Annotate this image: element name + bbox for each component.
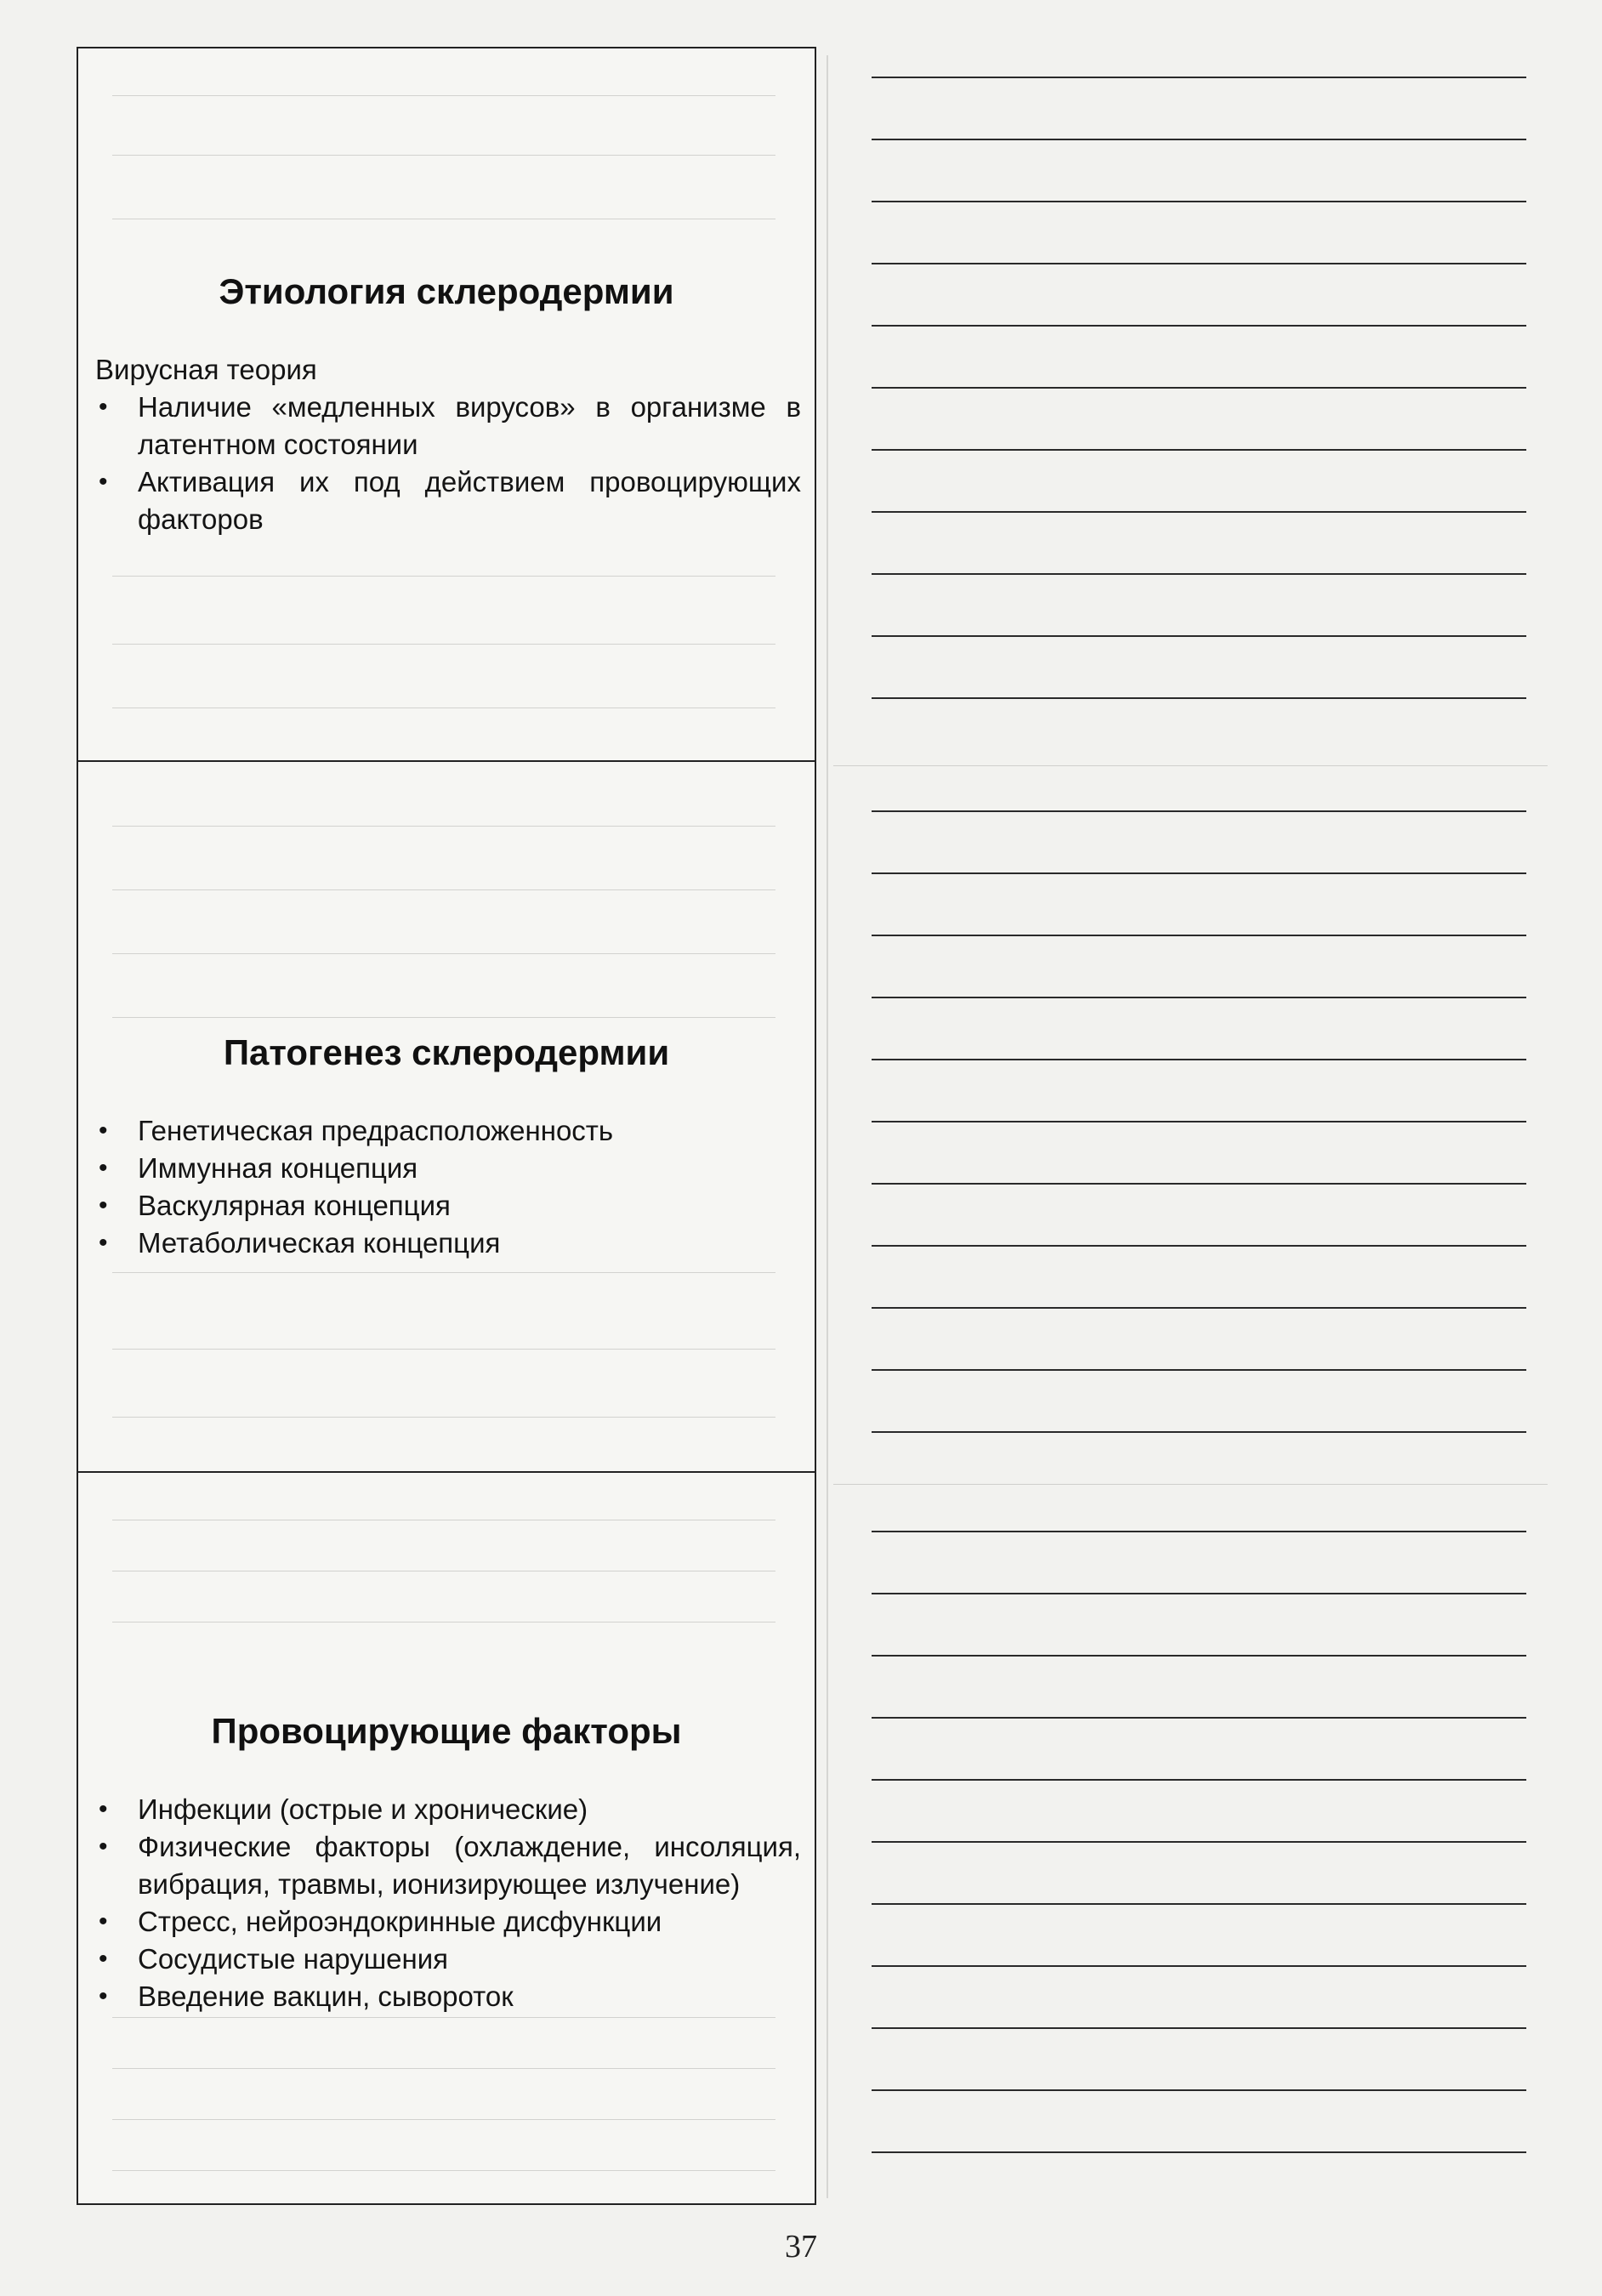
note-line <box>872 1841 1526 1843</box>
note-line <box>872 935 1526 936</box>
note-line <box>872 387 1526 389</box>
note-line <box>872 1779 1526 1781</box>
list-item: • Наличие «медленных вирусов» в организме в латентном состоянии <box>95 389 801 463</box>
note-line <box>872 1059 1526 1060</box>
pathogenesis-panel <box>78 760 815 1471</box>
bullet-list <box>95 389 801 538</box>
note-line <box>872 1307 1526 1309</box>
note-line <box>872 2027 1526 2029</box>
column-divider <box>827 55 828 2198</box>
section-divider <box>833 765 1548 766</box>
list-item: • Генетическая предрасположенность <box>95 1112 801 1150</box>
panel-title: Провоцирующие факторы <box>211 1711 682 1751</box>
note-line <box>872 2089 1526 2091</box>
note-line <box>872 872 1526 874</box>
list-item: • Стресс, нейроэндокринные дисфункции <box>95 1903 801 1941</box>
note-line <box>872 573 1526 575</box>
note-line <box>872 997 1526 998</box>
list-item: • Введение вакцин, сывороток <box>95 1978 801 2015</box>
note-line <box>872 1431 1526 1433</box>
list-item: • Активация их под действием провоцирующих факторов <box>95 463 801 538</box>
note-line <box>872 201 1526 202</box>
left-column <box>77 47 816 2205</box>
section-divider <box>833 1484 1548 1485</box>
panel-body <box>95 351 801 538</box>
bullet-list <box>95 1791 801 2015</box>
list-item: • Инфекции (острые и хронические) <box>95 1791 801 1828</box>
list-item: • Васкулярная концепция <box>95 1187 801 1225</box>
note-line <box>872 1655 1526 1657</box>
ruled-notes-column <box>825 47 1556 2205</box>
page-number: 37 <box>785 2229 817 2265</box>
lead-text: Вирусная теория <box>95 354 317 385</box>
note-line <box>872 1183 1526 1185</box>
note-line <box>872 1965 1526 1967</box>
note-line <box>872 1717 1526 1719</box>
note-line <box>872 1593 1526 1594</box>
note-line <box>872 697 1526 699</box>
note-line <box>872 1903 1526 1905</box>
note-line <box>872 263 1526 264</box>
note-line <box>872 810 1526 812</box>
note-line <box>872 77 1526 78</box>
note-line <box>872 511 1526 513</box>
panel-body <box>95 1791 801 2015</box>
note-line <box>872 1245 1526 1247</box>
list-item: • Метаболическая концепция <box>95 1225 801 1262</box>
list-item: • Сосудистые нарушения <box>95 1941 801 1978</box>
note-line <box>872 449 1526 451</box>
note-line <box>872 1121 1526 1122</box>
bullet-list <box>95 1112 801 1262</box>
note-line <box>872 139 1526 140</box>
note-line <box>872 635 1526 637</box>
note-line <box>872 1531 1526 1532</box>
note-line <box>872 1369 1526 1371</box>
provoking-factors-panel <box>78 1471 815 2205</box>
note-line <box>872 2151 1526 2153</box>
list-item: • Физические факторы (охлаждение, инсоляция, вибрация, травмы, ионизирующее излучение) <box>95 1828 801 1903</box>
panel-body <box>95 1112 801 1262</box>
panel-title: Патогенез склеродермии <box>223 1032 670 1072</box>
etiology-panel <box>78 48 815 760</box>
list-item: • Иммунная концепция <box>95 1150 801 1187</box>
panel-title: Этиология склеродермии <box>219 271 674 311</box>
note-line <box>872 325 1526 327</box>
